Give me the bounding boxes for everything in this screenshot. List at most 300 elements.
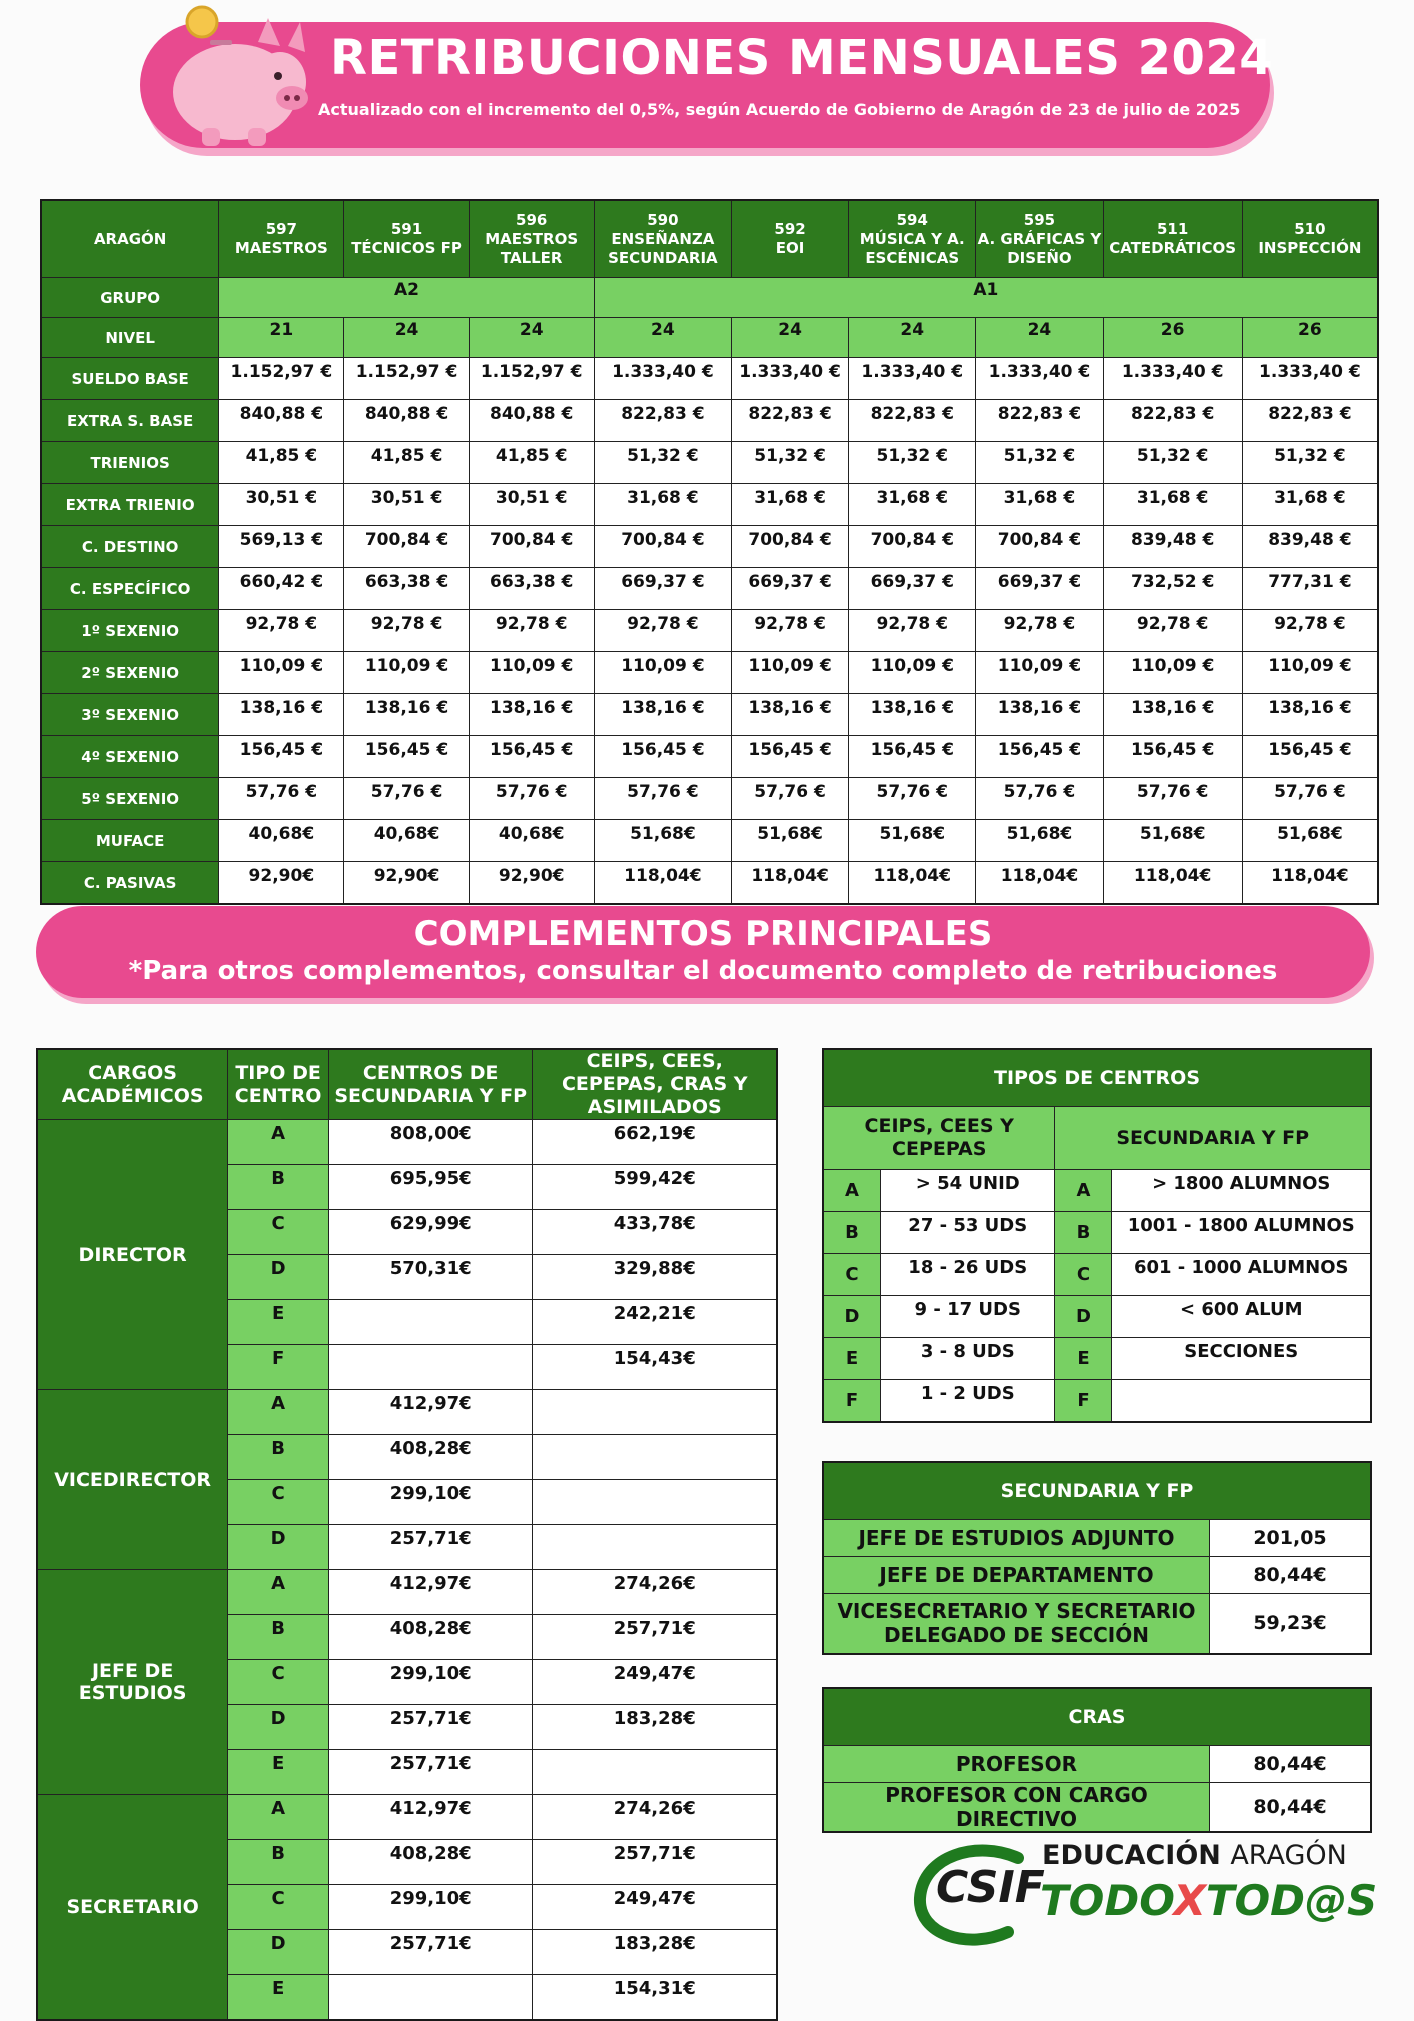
salary-cell: 118,04€	[849, 862, 976, 905]
sec-size	[1112, 1380, 1371, 1423]
salary-cell: 110,09 €	[344, 652, 469, 694]
tipos-centros-table	[822, 1048, 1372, 1423]
secundaria-value: 570,31€	[328, 1255, 533, 1300]
row-label: 2º SEXENIO	[41, 652, 219, 694]
ceip-value: 154,43€	[533, 1345, 777, 1390]
ceip-value	[533, 1435, 777, 1480]
salary-cell: 669,37 €	[849, 568, 976, 610]
salary-cell: 92,78 €	[1103, 610, 1242, 652]
tipo-letter: C	[1055, 1254, 1112, 1296]
salary-cell: 1.152,97 €	[344, 358, 469, 400]
ceip-value: 154,31€	[533, 1975, 777, 2021]
col-header: 590 ENSEÑANZA SECUNDARIA	[594, 200, 731, 278]
salary-cell: 40,68€	[219, 820, 344, 862]
cargo-label: VICEDIRECTOR	[37, 1390, 228, 1570]
sec-label: JEFE DE ESTUDIOS ADJUNTO	[823, 1520, 1210, 1557]
salary-cell: 51,32 €	[976, 442, 1103, 484]
page-subtitle: Actualizado con el incremento del 0,5%, según Acuerdo de Gobierno de Aragón de 23 de julio de 2025	[318, 100, 1241, 119]
secundaria-value	[328, 1300, 533, 1345]
salary-cell: 31,68 €	[1103, 484, 1242, 526]
sec-size: 601 - 1000 ALUMNOS	[1112, 1254, 1371, 1296]
ceip-value: 257,71€	[533, 1840, 777, 1885]
nivel-cell: 24	[469, 318, 594, 358]
secundaria-value: 257,71€	[328, 1705, 533, 1750]
sec-value: 80,44€	[1210, 1557, 1372, 1594]
tipo-centro-cell: B	[228, 1165, 329, 1210]
secundaria-value: 257,71€	[328, 1750, 533, 1795]
tipos-sec-header: SECUNDARIA Y FP	[1055, 1107, 1371, 1170]
col-header: 597 MAESTROS	[219, 200, 344, 278]
salary-cell: 31,68 €	[731, 484, 848, 526]
cargo-label: SECRETARIO	[37, 1795, 228, 2021]
sec-label: VICESECRETARIO Y SECRETARIO DELEGADO DE SECCIÓN	[823, 1594, 1210, 1654]
logo-line1: EDUCACIÓN ARAGÓN	[1042, 1840, 1347, 1871]
cargo-label: JEFE DE ESTUDIOS	[37, 1570, 228, 1795]
tipo-centro-cell: A	[228, 1795, 329, 1840]
tipo-row	[823, 1170, 1371, 1212]
cargo-row	[37, 1570, 777, 1615]
salary-cell: 156,45 €	[976, 736, 1103, 778]
secundaria-value	[328, 1975, 533, 2021]
row-label: GRUPO	[41, 278, 219, 318]
tipo-centro-cell: B	[228, 1840, 329, 1885]
tipo-centro-cell: D	[228, 1930, 329, 1975]
salary-row	[41, 526, 1378, 568]
ceip-value: 183,28€	[533, 1930, 777, 1975]
ceip-value: 599,42€	[533, 1165, 777, 1210]
complementos-title: COMPLEMENTOS PRINCIPALES	[413, 914, 993, 954]
ceip-value	[533, 1480, 777, 1525]
nivel-cell: 24	[849, 318, 976, 358]
col-header: 596 MAESTROS TALLER	[469, 200, 594, 278]
salary-cell: 92,90€	[219, 862, 344, 905]
salary-cell: 51,68€	[1242, 820, 1378, 862]
tipo-letter: A	[823, 1170, 881, 1212]
ceip-size: 9 - 17 UDS	[881, 1296, 1055, 1338]
salary-cell: 31,68 €	[594, 484, 731, 526]
cargo-label: DIRECTOR	[37, 1120, 228, 1390]
salary-cell: 40,68€	[344, 820, 469, 862]
salary-cell: 110,09 €	[469, 652, 594, 694]
salary-cell: 92,78 €	[1242, 610, 1378, 652]
ceip-value	[533, 1525, 777, 1570]
salary-cell: 31,68 €	[976, 484, 1103, 526]
tipo-centro-cell: C	[228, 1885, 329, 1930]
nivel-cell: 24	[731, 318, 848, 358]
cras-value: 80,44€	[1210, 1746, 1372, 1783]
cargos-table	[36, 1048, 778, 2021]
tipo-letter: E	[1055, 1338, 1112, 1380]
salary-cell: 156,45 €	[219, 736, 344, 778]
col-header: 511 CATEDRÁTICOS	[1103, 200, 1242, 278]
col-header: CARGOS ACADÉMICOS	[37, 1049, 228, 1120]
salary-cell: 822,83 €	[976, 400, 1103, 442]
cargo-row	[37, 1120, 777, 1165]
salary-cell: 110,09 €	[1242, 652, 1378, 694]
cras-table	[822, 1687, 1372, 1833]
salary-cell: 41,85 €	[344, 442, 469, 484]
sec-label: JEFE DE DEPARTAMENTO	[823, 1557, 1210, 1594]
salary-cell: 156,45 €	[344, 736, 469, 778]
ceip-size: 3 - 8 UDS	[881, 1338, 1055, 1380]
salary-cell: 92,78 €	[731, 610, 848, 652]
salary-cell: 51,32 €	[1242, 442, 1378, 484]
salary-cell: 51,32 €	[731, 442, 848, 484]
secundaria-value: 808,00€	[328, 1120, 533, 1165]
salary-cell: 57,76 €	[849, 778, 976, 820]
secundaria-value: 412,97€	[328, 1390, 533, 1435]
salary-cell: 110,09 €	[976, 652, 1103, 694]
salary-cell: 138,16 €	[594, 694, 731, 736]
tipo-letter: F	[1055, 1380, 1112, 1423]
ceip-value: 242,21€	[533, 1300, 777, 1345]
salary-cell: 732,52 €	[1103, 568, 1242, 610]
ceip-size: 1 - 2 UDS	[881, 1380, 1055, 1423]
salary-row	[41, 442, 1378, 484]
row-label: NIVEL	[41, 318, 219, 358]
salary-row	[41, 400, 1378, 442]
ceip-value	[533, 1390, 777, 1435]
salary-cell: 31,68 €	[1242, 484, 1378, 526]
salary-row	[41, 778, 1378, 820]
salary-cell: 92,78 €	[594, 610, 731, 652]
salary-cell: 669,37 €	[594, 568, 731, 610]
salary-row	[41, 820, 1378, 862]
salary-row	[41, 694, 1378, 736]
salary-cell: 92,78 €	[469, 610, 594, 652]
salary-cell: 30,51 €	[344, 484, 469, 526]
salary-cell: 839,48 €	[1103, 526, 1242, 568]
tipo-letter: B	[1055, 1212, 1112, 1254]
cras-title: CRAS	[823, 1688, 1371, 1746]
ceip-value: 257,71€	[533, 1615, 777, 1660]
salary-cell: 156,45 €	[594, 736, 731, 778]
tipo-centro-cell: E	[228, 1300, 329, 1345]
tipo-centro-cell: F	[228, 1345, 329, 1390]
tipo-letter: A	[1055, 1170, 1112, 1212]
secundaria-value	[328, 1345, 533, 1390]
salary-cell: 118,04€	[976, 862, 1103, 905]
salary-cell: 138,16 €	[731, 694, 848, 736]
cargo-row	[37, 1795, 777, 1840]
secundaria-value: 257,71€	[328, 1930, 533, 1975]
nivel-cell: 24	[344, 318, 469, 358]
salary-cell: 839,48 €	[1242, 526, 1378, 568]
salary-cell: 700,84 €	[594, 526, 731, 568]
ceip-size: > 54 UNID	[881, 1170, 1055, 1212]
col-header: 595 A. GRÁFICAS Y DISEÑO	[976, 200, 1103, 278]
tipo-centro-cell: C	[228, 1480, 329, 1525]
complementos-banner	[36, 906, 1370, 998]
tipo-centro-cell: C	[228, 1660, 329, 1705]
salary-cell: 663,38 €	[469, 568, 594, 610]
salary-cell: 1.333,40 €	[594, 358, 731, 400]
col-header: CEIPS, CEES, CEPEPAS, CRAS Y ASIMILADOS	[533, 1049, 777, 1120]
cras-label: PROFESOR	[823, 1746, 1210, 1783]
col-header: CENTROS DE SECUNDARIA Y FP	[328, 1049, 533, 1120]
ceip-value: 249,47€	[533, 1885, 777, 1930]
salary-cell: 57,76 €	[594, 778, 731, 820]
salary-cell: 92,78 €	[219, 610, 344, 652]
salary-cell: 1.333,40 €	[1242, 358, 1378, 400]
tipos-centros-title: TIPOS DE CENTROS	[823, 1049, 1371, 1107]
salary-cell: 51,68€	[594, 820, 731, 862]
salary-cell: 118,04€	[1242, 862, 1378, 905]
csif-logo	[908, 1840, 1378, 1950]
salary-cell: 1.333,40 €	[731, 358, 848, 400]
salary-cell: 156,45 €	[849, 736, 976, 778]
tipo-row	[823, 1338, 1371, 1380]
ceip-value: 183,28€	[533, 1705, 777, 1750]
ceip-size: 18 - 26 UDS	[881, 1254, 1055, 1296]
row-label: SUELDO BASE	[41, 358, 219, 400]
salary-cell: 156,45 €	[1103, 736, 1242, 778]
sec-value: 201,05	[1210, 1520, 1372, 1557]
cras-value: 80,44€	[1210, 1783, 1372, 1833]
secundaria-value: 299,10€	[328, 1660, 533, 1705]
salary-cell: 700,84 €	[731, 526, 848, 568]
salary-cell: 57,76 €	[469, 778, 594, 820]
salary-cell: 110,09 €	[219, 652, 344, 694]
complementos-subtitle: *Para otros complementos, consultar el documento completo de retribuciones	[128, 956, 1278, 986]
grupo-row	[41, 278, 1378, 318]
ceip-value: 249,47€	[533, 1660, 777, 1705]
tipo-row	[823, 1212, 1371, 1254]
salary-cell: 57,76 €	[344, 778, 469, 820]
secundaria-value: 695,95€	[328, 1165, 533, 1210]
salary-cell: 41,85 €	[219, 442, 344, 484]
col-header: TIPO DE CENTRO	[228, 1049, 329, 1120]
tipo-letter: D	[1055, 1296, 1112, 1338]
secundaria-value: 299,10€	[328, 1885, 533, 1930]
logo-brand: CSIF	[936, 1862, 1045, 1913]
salary-cell: 840,88 €	[344, 400, 469, 442]
tipo-letter: C	[823, 1254, 881, 1296]
salary-cell: 840,88 €	[469, 400, 594, 442]
row-label: C. DESTINO	[41, 526, 219, 568]
tipo-centro-cell: D	[228, 1705, 329, 1750]
tipo-letter: B	[823, 1212, 881, 1254]
salary-row	[41, 484, 1378, 526]
cargos-header-row	[37, 1049, 777, 1120]
col-header: 592 EOI	[731, 200, 848, 278]
salary-cell: 840,88 €	[219, 400, 344, 442]
salary-cell: 700,84 €	[469, 526, 594, 568]
tipo-centro-cell: A	[228, 1390, 329, 1435]
tipo-centro-cell: D	[228, 1255, 329, 1300]
logo-line2: TODOXTOD@S	[1040, 1876, 1378, 1925]
tipo-letter: D	[823, 1296, 881, 1338]
salary-cell: 138,16 €	[976, 694, 1103, 736]
salary-cell: 663,38 €	[344, 568, 469, 610]
ceip-value: 274,26€	[533, 1570, 777, 1615]
corner-cell: ARAGÓN	[41, 200, 219, 278]
salary-cell: 669,37 €	[731, 568, 848, 610]
row-label: C. PASIVAS	[41, 862, 219, 905]
grupo-a2-cell: A2	[219, 278, 595, 318]
row-label: MUFACE	[41, 820, 219, 862]
tipo-row	[823, 1296, 1371, 1338]
salary-cell: 1.333,40 €	[849, 358, 976, 400]
secundaria-fp-title: SECUNDARIA Y FP	[823, 1462, 1371, 1520]
nivel-cell: 21	[219, 318, 344, 358]
sec-size: > 1800 ALUMNOS	[1112, 1170, 1371, 1212]
secundaria-value: 408,28€	[328, 1435, 533, 1480]
row-label: C. ESPECÍFICO	[41, 568, 219, 610]
salary-cell: 110,09 €	[731, 652, 848, 694]
tipo-row	[823, 1254, 1371, 1296]
salary-header-row	[41, 200, 1378, 278]
salary-cell: 51,68€	[849, 820, 976, 862]
nivel-cell: 26	[1103, 318, 1242, 358]
salary-cell: 92,78 €	[344, 610, 469, 652]
secundaria-value: 408,28€	[328, 1615, 533, 1660]
secundaria-value: 408,28€	[328, 1840, 533, 1885]
sec-size: 1001 - 1800 ALUMNOS	[1112, 1212, 1371, 1254]
salary-cell: 138,16 €	[1103, 694, 1242, 736]
ceip-value: 329,88€	[533, 1255, 777, 1300]
row-label: EXTRA TRIENIO	[41, 484, 219, 526]
salary-cell: 41,85 €	[469, 442, 594, 484]
ceip-value: 433,78€	[533, 1210, 777, 1255]
ceip-value	[533, 1750, 777, 1795]
salary-cell: 138,16 €	[344, 694, 469, 736]
sec-value: 59,23€	[1210, 1594, 1372, 1654]
salary-row	[41, 358, 1378, 400]
row-label: TRIENIOS	[41, 442, 219, 484]
col-header: 594 MÚSICA Y A. ESCÉNICAS	[849, 200, 976, 278]
salary-cell: 1.333,40 €	[1103, 358, 1242, 400]
salary-row	[41, 862, 1378, 905]
col-header: 591 TÉCNICOS FP	[344, 200, 469, 278]
salary-cell: 57,76 €	[219, 778, 344, 820]
col-header: 510 INSPECCIÓN	[1242, 200, 1378, 278]
ceip-size: 27 - 53 UDS	[881, 1212, 1055, 1254]
tipo-centro-cell: E	[228, 1975, 329, 2021]
secundaria-value: 412,97€	[328, 1795, 533, 1840]
tipo-centro-cell: A	[228, 1120, 329, 1165]
tipo-centro-cell: B	[228, 1615, 329, 1660]
row-label: 3º SEXENIO	[41, 694, 219, 736]
salary-cell: 51,68€	[731, 820, 848, 862]
salary-cell: 92,90€	[469, 862, 594, 905]
salary-table	[40, 199, 1379, 905]
salary-cell: 156,45 €	[469, 736, 594, 778]
salary-cell: 156,45 €	[1242, 736, 1378, 778]
tipo-row	[823, 1380, 1371, 1423]
salary-cell: 57,76 €	[731, 778, 848, 820]
salary-cell: 700,84 €	[344, 526, 469, 568]
salary-cell: 138,16 €	[1242, 694, 1378, 736]
salary-cell: 92,90€	[344, 862, 469, 905]
salary-cell: 138,16 €	[849, 694, 976, 736]
salary-cell: 569,13 €	[219, 526, 344, 568]
nivel-cell: 24	[976, 318, 1103, 358]
tipo-centro-cell: E	[228, 1750, 329, 1795]
salary-cell: 57,76 €	[1242, 778, 1378, 820]
tipos-ceip-header: CEIPS, CEES Y CEPEPAS	[823, 1107, 1055, 1170]
row-label: 1º SEXENIO	[41, 610, 219, 652]
nivel-cell: 24	[594, 318, 731, 358]
salary-cell: 822,83 €	[594, 400, 731, 442]
salary-cell: 40,68€	[469, 820, 594, 862]
salary-cell: 57,76 €	[1103, 778, 1242, 820]
salary-cell: 51,68€	[1103, 820, 1242, 862]
salary-cell: 31,68 €	[849, 484, 976, 526]
tipo-centro-cell: C	[228, 1210, 329, 1255]
tipo-centro-cell: A	[228, 1570, 329, 1615]
tipo-letter: F	[823, 1380, 881, 1423]
nivel-cell: 26	[1242, 318, 1378, 358]
salary-row	[41, 652, 1378, 694]
salary-cell: 669,37 €	[976, 568, 1103, 610]
row-label: EXTRA S. BASE	[41, 400, 219, 442]
salary-cell: 92,78 €	[849, 610, 976, 652]
secundaria-value: 257,71€	[328, 1525, 533, 1570]
salary-cell: 30,51 €	[219, 484, 344, 526]
salary-cell: 51,32 €	[849, 442, 976, 484]
salary-cell: 57,76 €	[976, 778, 1103, 820]
cargo-row	[37, 1390, 777, 1435]
tipo-letter: E	[823, 1338, 881, 1380]
secundaria-fp-table	[822, 1461, 1372, 1655]
salary-cell: 118,04€	[1103, 862, 1242, 905]
secundaria-value: 299,10€	[328, 1480, 533, 1525]
salary-cell: 110,09 €	[1103, 652, 1242, 694]
secundaria-value: 412,97€	[328, 1570, 533, 1615]
tipo-centro-cell: B	[228, 1435, 329, 1480]
salary-cell: 110,09 €	[594, 652, 731, 694]
sec-size: SECCIONES	[1112, 1338, 1371, 1380]
row-label: 5º SEXENIO	[41, 778, 219, 820]
salary-cell: 92,78 €	[976, 610, 1103, 652]
grupo-a1-cell: A1	[594, 278, 1378, 318]
salary-cell: 822,83 €	[1242, 400, 1378, 442]
salary-cell: 51,68€	[976, 820, 1103, 862]
salary-row	[41, 568, 1378, 610]
salary-cell: 118,04€	[731, 862, 848, 905]
salary-cell: 777,31 €	[1242, 568, 1378, 610]
salary-cell: 156,45 €	[731, 736, 848, 778]
nivel-row	[41, 318, 1378, 358]
salary-cell: 30,51 €	[469, 484, 594, 526]
salary-cell: 822,83 €	[849, 400, 976, 442]
piggy-bank-icon	[140, 0, 310, 150]
salary-cell: 138,16 €	[219, 694, 344, 736]
tipo-centro-cell: D	[228, 1525, 329, 1570]
salary-cell: 700,84 €	[849, 526, 976, 568]
salary-cell: 110,09 €	[849, 652, 976, 694]
secundaria-value: 629,99€	[328, 1210, 533, 1255]
salary-row	[41, 736, 1378, 778]
salary-cell: 51,32 €	[1103, 442, 1242, 484]
sec-size: < 600 ALUM	[1112, 1296, 1371, 1338]
salary-row	[41, 610, 1378, 652]
ceip-value: 662,19€	[533, 1120, 777, 1165]
row-label: 4º SEXENIO	[41, 736, 219, 778]
ceip-value: 274,26€	[533, 1795, 777, 1840]
page-title: RETRIBUCIONES MENSUALES 2024	[330, 30, 1274, 86]
salary-cell: 822,83 €	[1103, 400, 1242, 442]
salary-cell: 1.333,40 €	[976, 358, 1103, 400]
cras-label: PROFESOR CON CARGO DIRECTIVO	[823, 1783, 1210, 1833]
salary-cell: 138,16 €	[469, 694, 594, 736]
salary-cell: 118,04€	[594, 862, 731, 905]
salary-cell: 51,32 €	[594, 442, 731, 484]
salary-cell: 822,83 €	[731, 400, 848, 442]
salary-cell: 660,42 €	[219, 568, 344, 610]
salary-cell: 1.152,97 €	[219, 358, 344, 400]
